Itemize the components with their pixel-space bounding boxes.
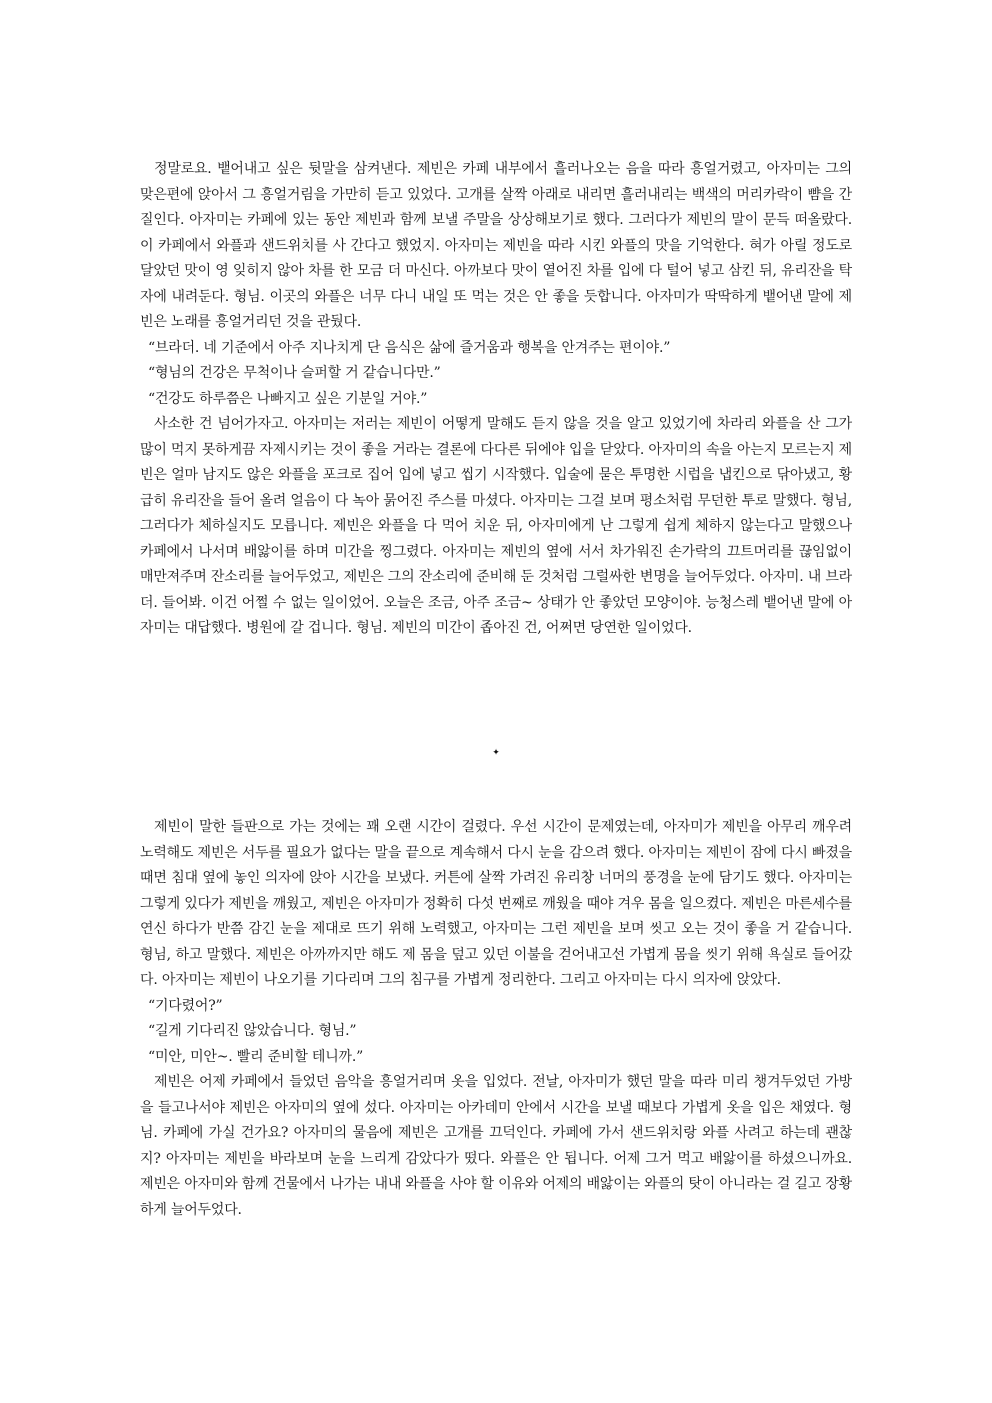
dialogue-line: “브라더. 네 기준에서 아주 지나치게 단 음식은 삶에 즐거움과 행복을 안겨주는 편이야.”: [148, 339, 671, 356]
dialogue-line: “길게 기다리진 않았습니다. 형님.”: [148, 1023, 357, 1039]
paragraph: 제빈은 어제 카페에서 들었던 음악을 흥얼거리며 옷을 입었다. 전날, 아자미가 했던 말을 따라 미리 챙겨두었던 가방을 들고나서야 제빈은 아자미의 옆에 섰다. 아자미는 아카데미 안에서 시간을 보낼 때보다 가볍게 옷을 입은 채였다. 형님. 카페에 가실 건가요? 아자미의 물음에 제빈은 고개를 끄덕인다. 카페에 가서 샌드위치랑 와플 사려고 하는데 괜찮지? 아자미는 제빈을 바라보며 눈을 느리게 감았다가 떴다. 와플은 안 됩니다. 어제 그거 먹고 배앓이를 하셨으니까요. 제빈은 아자미와 함께 건물에서 나가는 내내 와플을 사야 할 이유와 어제의 배앓이는 와플의 탓이 아니라는 걸 길고 장황하게 늘어두었다.: [140, 1074, 852, 1218]
text-section-2: [140, 815, 852, 1223]
dialogue-line: “건강도 하루쯤은 나빠지고 싶은 기분일 거야.”: [148, 390, 428, 407]
paragraph: 정말로요. 뱉어내고 싶은 뒷말을 삼켜낸다. 제빈은 카페 내부에서 흘러나오는 음을 따라 흥얼거렸고, 아자미는 그의 맞은편에 앉아서 그 흥얼거림을 가만히 듣고 있었다. 고개를 살짝 아래로 내리면 흘러내리는 백색의 머리카락이 뺨을 간질인다. 아자미는 카페에 있는 동안 제빈과 함께 보낼 주말을 상상해보기로 했다. 그러다가 제빈의 말이 문득 떠올랐다. 이 카페에서 와플과 샌드위치를 사 간다고 했었지. 아자미는 제빈을 따라 시킨 와플의 맛을 기억한다. 혀가 아릴 정도로 달았던 맛이 영 잊히지 않아 차를 한 모금 더 마신다. 아까보다 맛이 옅어진 차를 입에 다 털어 넣고 삼킨 뒤, 유리잔을 탁자에 내려둔다. 형님. 이곳의 와플은 너무 다니 내일 또 먹는 것은 안 좋을 듯합니다. 아자미가 딱딱하게 뱉어낸 말에 제빈은 노래를 흥얼거리던 것을 관뒀다.: [140, 161, 852, 330]
paragraph: 제빈이 말한 들판으로 가는 것에는 꽤 오랜 시간이 걸렸다. 우선 시간이 문제였는데, 아자미가 제빈을 아무리 깨우려 노력해도 제빈은 서두를 필요가 없다는 말을 끝으로 계속해서 다시 눈을 감으려 했다. 아자미는 제빈이 잠에 다시 빠졌을 때면 침대 옆에 놓인 의자에 앉아 시간을 보냈다. 커튼에 살짝 가려진 유리창 너머의 풍경을 눈에 담기도 했다. 아자미는 그렇게 있다가 제빈을 깨웠고, 제빈은 아자미가 정확히 다섯 번째로 깨웠을 때야 겨우 몸을 일으켰다. 제빈은 마른세수를 연신 하다가 반쯤 감긴 눈을 제대로 뜨기 위해 노력했고, 아자미는 그런 제빈을 보며 씻고 오는 것이 좋을 거 같습니다. 형님, 하고 말했다. 제빈은 아까까지만 해도 제 몸을 덮고 있던 이불을 걷어내고선 가볍게 몸을 씻기 위해 욕실로 들어갔다. 아자미는 제빈이 나오기를 기다리며 그의 침구를 가볍게 정리한다. 그리고 아자미는 다시 의자에 앉았다.: [140, 819, 852, 988]
dialogue-line: “기다렸어?”: [148, 997, 223, 1014]
paragraph: 사소한 건 넘어가자고. 아자미는 저러는 제빈이 어떻게 말해도 듣지 않을 것을 알고 있었기에 차라리 와플을 산 그가 많이 먹지 못하게끔 자제시키는 것이 좋을 거라는 결론에 다다른 뒤에야 입을 닫았다. 아자미의 속을 아는지 모르는지 제빈은 얼마 남지도 않은 와플을 포크로 집어 입에 넣고 씹기 시작했다. 입술에 묻은 투명한 시럽을 냅킨으로 닦아냈고, 황급히 유리잔을 들어 올려 얼음이 다 녹아 묽어진 주스를 마셨다. 아자미는 그걸 보며 평소처럼 무던한 투로 말했다. 형님, 그러다가 체하실지도 모릅니다. 제빈은 와플을 다 먹어 치운 뒤, 아자미에게 난 그렇게 쉽게 체하지 않는다고 말했으나 카페에서 나서며 배앓이를 하며 미간을 찡그렸다. 아자미는 제빈의 옆에 서서 차가워진 손가락의 끄트머리를 끊임없이 매만져주며 잔소리를 늘어두었고, 제빈은 그의 잔소리에 준비해 둔 것처럼 그럴싸한 변명을 늘어두었다. 아자미. 내 브라더. 들어봐. 이건 어쩔 수 없는 일이었어. 오늘은 조금, 아주 조금~ 상태가 안 좋았던 모양이야. 능청스레 뱉어낸 말에 아자미는 대답했다. 병원에 갈 겁니다. 형님. 제빈의 미간이 좁아진 건, 어쩌면 당연한 일이었다.: [140, 416, 852, 636]
dialogue-line: “형님의 건강은 무척이나 슬퍼할 거 같습니다만.”: [148, 365, 441, 381]
dialogue-line: “미안, 미안~. 빨리 준비할 테니까.”: [148, 1048, 364, 1065]
text-section-1: [140, 157, 852, 642]
section-divider-icon: ✦: [492, 748, 500, 758]
